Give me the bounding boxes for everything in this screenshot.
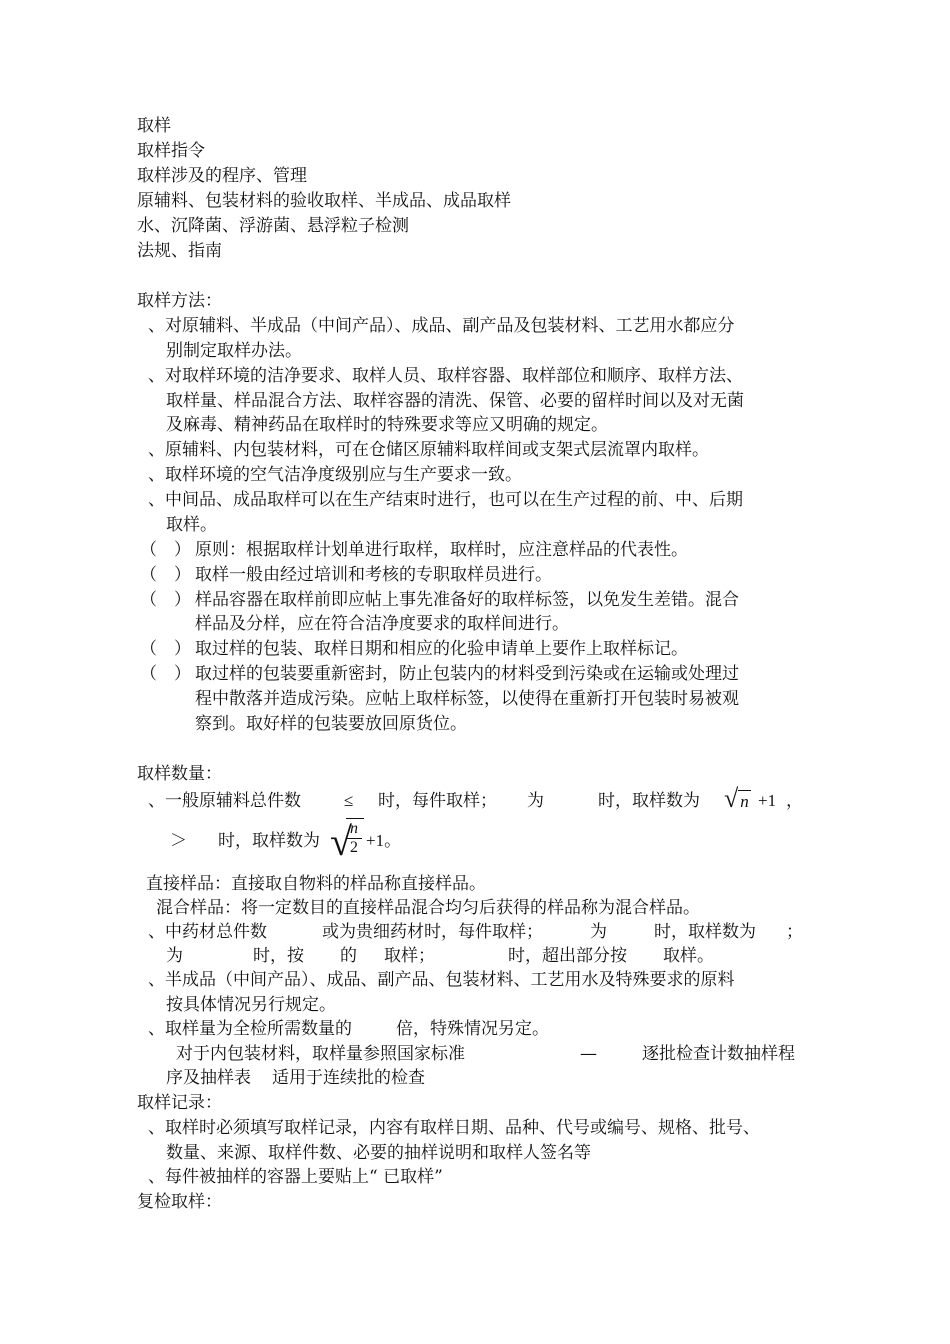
principle-2: 取样一般由经过培训和考核的专职取样员进行。 (195, 565, 552, 585)
paren-marker: （ ） (140, 590, 191, 610)
quantity-3h: 的 (340, 946, 357, 966)
principle-5b: 程中散落并造成污染。应帖上取样标签，以使得在重新打开包装时易被观 (195, 689, 739, 709)
record-1b: 数量、来源、取样件数、必要的抽样说明和取样人签名等 (166, 1143, 591, 1163)
heading-detection: 水、沉降菌、浮游菌、悬浮粒子检测 (137, 216, 409, 236)
quantity-3f: 为 (166, 946, 183, 966)
sqrt-sign-large: √ (330, 819, 352, 864)
principle-5c: 察到。取好样的包装要放回原货位。 (195, 714, 467, 734)
plus-one-1: +1 (758, 791, 777, 810)
method-item-2b: 取样量、样品混合方法、取样容器的清洗、保管、必要的留样时间以及对无菌 (166, 391, 744, 411)
quantity-3i: 取样； (384, 946, 435, 966)
quantity-4b: 按具体情况另行规定。 (166, 995, 336, 1015)
direct-sample-def: 直接样品：直接取自物料的样品称直接样品。 (146, 874, 486, 894)
paren-marker: （ ） (140, 639, 191, 659)
heading-regulations: 法规、指南 (137, 241, 222, 261)
quantity-3j: 时，超出部分按 (508, 946, 627, 966)
fraction-n-over-2 (346, 820, 362, 857)
record-title: 取样记录： (137, 1093, 222, 1113)
fraction-denominator: 2 (346, 838, 362, 857)
method-title: 取样方法： (137, 291, 222, 311)
quantity-6c: 序及抽样表 (166, 1068, 251, 1088)
quantity-3c: 为 (590, 922, 607, 942)
quantity-1a: 、一般原辅料总件数 (148, 791, 301, 811)
method-item-1a: 、对原辅料、半成品（中间产品）、成品、副产品及包装材料、工艺用水都应分 (148, 316, 735, 336)
principle-3b: 样品及分样，应在符合洁净度要求的取样间进行。 (195, 614, 569, 634)
paren-marker: （ ） (140, 565, 191, 585)
quantity-5a: 、取样量为全检所需数量的 (148, 1019, 352, 1039)
quantity-6a: 对于内包装材料，取样量参照国家标准 (176, 1044, 465, 1064)
quantity-3a: 、中药材总件数 (148, 922, 267, 942)
greater-symbol: ＞ (170, 831, 187, 850)
quantity-1-comma: ， (786, 791, 803, 811)
sqrt-radicand-n: n (740, 792, 749, 811)
quantity-3g: 时，按 (253, 946, 304, 966)
heading-materials: 原辅料、包装材料的验收取样、半成品、成品取样 (137, 191, 511, 211)
less-equal-symbol: ≤ (344, 791, 354, 810)
quantity-3d: 时，取样数为 (654, 922, 756, 942)
quantity-4a: 、半成品（中间产品）、成品、副产品、包装材料、工艺用水及特殊要求的原料 (148, 970, 735, 990)
quantity-3k: 取样。 (663, 946, 714, 966)
sqrt-overline (346, 818, 364, 819)
quantity-6b: 逐批检查计数抽样程 (642, 1044, 795, 1064)
quantity-1c: 为 (527, 791, 544, 811)
principle-5a: 取过样的包装要重新密封，防止包装内的材料受到污染或在运输或处理过 (195, 664, 739, 684)
quantity-5b: 倍，特殊情况另定。 (396, 1019, 549, 1039)
paren-marker: （ ） (140, 664, 191, 684)
record-1a: 、取样时必须填写取样记录，内容有取样日期、品种、代号或编号、规格、批号、 (148, 1118, 760, 1138)
quantity-3b: 或为贵细药材时，每件取样； (322, 922, 543, 942)
standard-dash: — (580, 1044, 597, 1064)
quantity-1b: 时，每件取样； (378, 791, 497, 811)
heading-procedures: 取样涉及的程序、管理 (137, 166, 307, 186)
record-2: 、每件被抽样的容器上要贴上“ 已取样” (148, 1167, 443, 1187)
heading-sampling: 取样 (137, 116, 171, 136)
paren-marker: （ ） (140, 540, 191, 560)
method-item-1b: 别制定取样办法。 (166, 341, 302, 361)
method-item-2c: 及麻毒、精神药品在取样时的特殊要求等应又明确的规定。 (166, 415, 608, 435)
principle-4: 取过样的包装、取样日期和相应的化验申请单上要作上取样标记。 (195, 639, 688, 659)
method-item-5b: 取样。 (166, 515, 217, 535)
fraction-numerator: n (350, 820, 358, 837)
quantity-3e: ； (786, 922, 803, 942)
heading-sampling-instruction: 取样指令 (137, 141, 205, 161)
quantity-6d: 适用于连续批的检查 (272, 1068, 425, 1088)
method-item-4: 、取样环境的空气洁净度级别应与生产要求一致。 (148, 465, 522, 485)
plus-one-2: +1。 (366, 831, 402, 850)
recheck-title: 复检取样： (137, 1192, 222, 1212)
method-item-3: 、原辅料、内包装材料，可在仓储区原辅料取样间或支架式层流罩内取样。 (148, 440, 709, 460)
sqrt-formula-1: √ n (724, 784, 749, 813)
principle-3a: 样品容器在取样前即应帖上事先准备好的取样标签，以免发生差错。混合 (195, 590, 739, 610)
quantity-2a: 时，取样数为 (218, 831, 320, 851)
principle-1: 原则：根据取样计划单进行取样，取样时，应注意样品的代表性。 (195, 540, 688, 560)
method-item-5a: 、中间品、成品取样可以在生产结束时进行，也可以在生产过程的前、中、后期 (148, 490, 743, 510)
method-item-2a: 、对取样环境的洁净要求、取样人员、取样容器、取样部位和顺序、取样方法、 (148, 366, 743, 386)
mixed-sample-def: 混合样品：将一定数目的直接样品混合均匀后获得的样品称为混合样品。 (156, 898, 700, 918)
quantity-1d: 时，取样数为 (598, 791, 700, 811)
quantity-title: 取样数量： (137, 764, 222, 784)
